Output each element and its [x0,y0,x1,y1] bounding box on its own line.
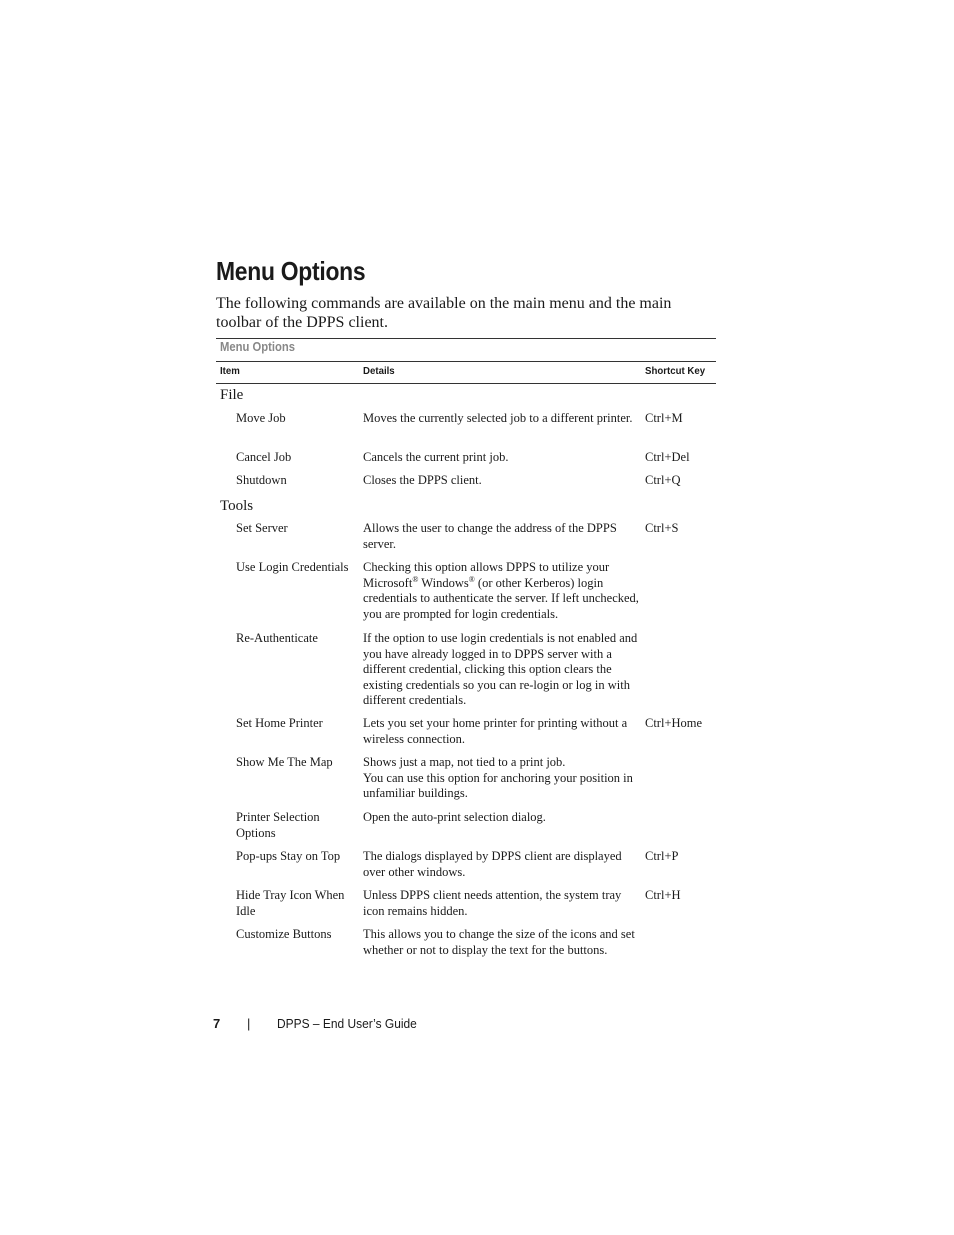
page-title: Menu Options [216,256,366,286]
column-header-shortcut: Shortcut Key [645,365,706,377]
login-details-line1: Checking this option allows DPPS to utilize your [363,560,610,574]
row-details-hide-tray-icon: Unless DPPS client needs attention, the system tray icon remains hidden. [363,888,622,918]
group-heading-tools: Tools [220,498,254,514]
row-shortcut-set-server: Ctrl+S [645,521,679,535]
row-details-move-job: Moves the currently selected job to a different printer. [363,411,633,425]
footer-guide-title: DPPS – End User’s Guide [277,1016,417,1031]
row-item-re-authenticate: Re-Authenticate [236,631,318,645]
row-details-cancel-job: Cancels the current print job. [363,450,509,464]
group-heading-file: File [220,387,244,403]
row-shortcut-shutdown: Ctrl+Q [645,473,681,487]
registered-mark: ® [412,574,419,584]
footer-separator: | [247,1016,251,1031]
page-number: 7 [213,1016,221,1031]
row-details-customize-buttons: This allows you to change the size of the icons and set whether or not to display the text for the buttons. [363,927,635,957]
row-item-set-server: Set Server [236,521,288,535]
row-shortcut-set-home-printer: Ctrl+Home [645,716,703,730]
row-shortcut-cancel-job: Ctrl+Del [645,450,690,464]
row-item-show-me-the-map: Show Me The Map [236,755,333,769]
column-header-item: Item [220,365,240,377]
row-details-use-login-credentials [363,560,641,622]
row-item-shutdown: Shutdown [236,473,287,487]
microsoft-text: Microsoft [363,575,413,590]
row-item-hide-tray-icon: Hide Tray Icon When Idle [236,888,345,918]
row-shortcut-move-job: Ctrl+M [645,411,683,425]
row-details-set-server: Allows the user to change the address of the DPPS server. [363,521,617,551]
row-shortcut-hide-tray-icon: Ctrl+H [645,888,681,902]
map-details-line1: Shows just a map, not tied to a print job. [363,755,566,769]
intro-paragraph: The following commands are available on the main menu and the main toolbar of the DPPS client. [216,295,672,331]
row-item-printer-selection-options: Printer Selection Options [236,810,320,840]
row-item-customize-buttons: Customize Buttons [236,927,332,941]
row-item-use-login-credentials: Use Login Credentials [236,560,349,574]
map-details-line2: You can use this option for anchoring your position in unfamiliar buildings. [363,770,633,801]
row-details-shutdown: Closes the DPPS client. [363,473,482,487]
row-details-re-authenticate: If the option to use login credentials is not enabled and you have already logged in to DPPS server with a different credential, clicking this option clears the existing credentials so you can re-login or log in with different credentials. [363,631,638,708]
table-header-rule [216,383,716,384]
table-caption-rule [216,361,716,362]
row-details-pop-ups-stay-on-top: The dialogs displayed by DPPS client are displayed over other windows. [363,849,622,879]
column-header-details: Details [363,365,395,377]
row-shortcut-pop-ups-stay-on-top: Ctrl+P [645,849,679,863]
row-details-printer-selection-options: Open the auto-print selection dialog. [363,810,546,824]
row-details-show-me-the-map [363,755,641,802]
table-caption: Menu Options [220,340,295,354]
row-item-move-job: Move Job [236,411,286,425]
login-details-kerberos: (or other Kerberos) login [477,575,604,590]
login-details-rest: credentials to authenticate the server. If left unchecked, you are prompted for login credentials. [363,591,639,621]
row-item-pop-ups-stay-on-top: Pop-ups Stay on Top [236,849,341,863]
row-item-set-home-printer: Set Home Printer [236,716,323,730]
windows-text: Windows [421,575,469,590]
row-item-cancel-job: Cancel Job [236,450,292,464]
row-details-set-home-printer: Lets you set your home printer for printing without a wireless connection. [363,716,628,746]
registered-mark: ® [468,574,475,584]
